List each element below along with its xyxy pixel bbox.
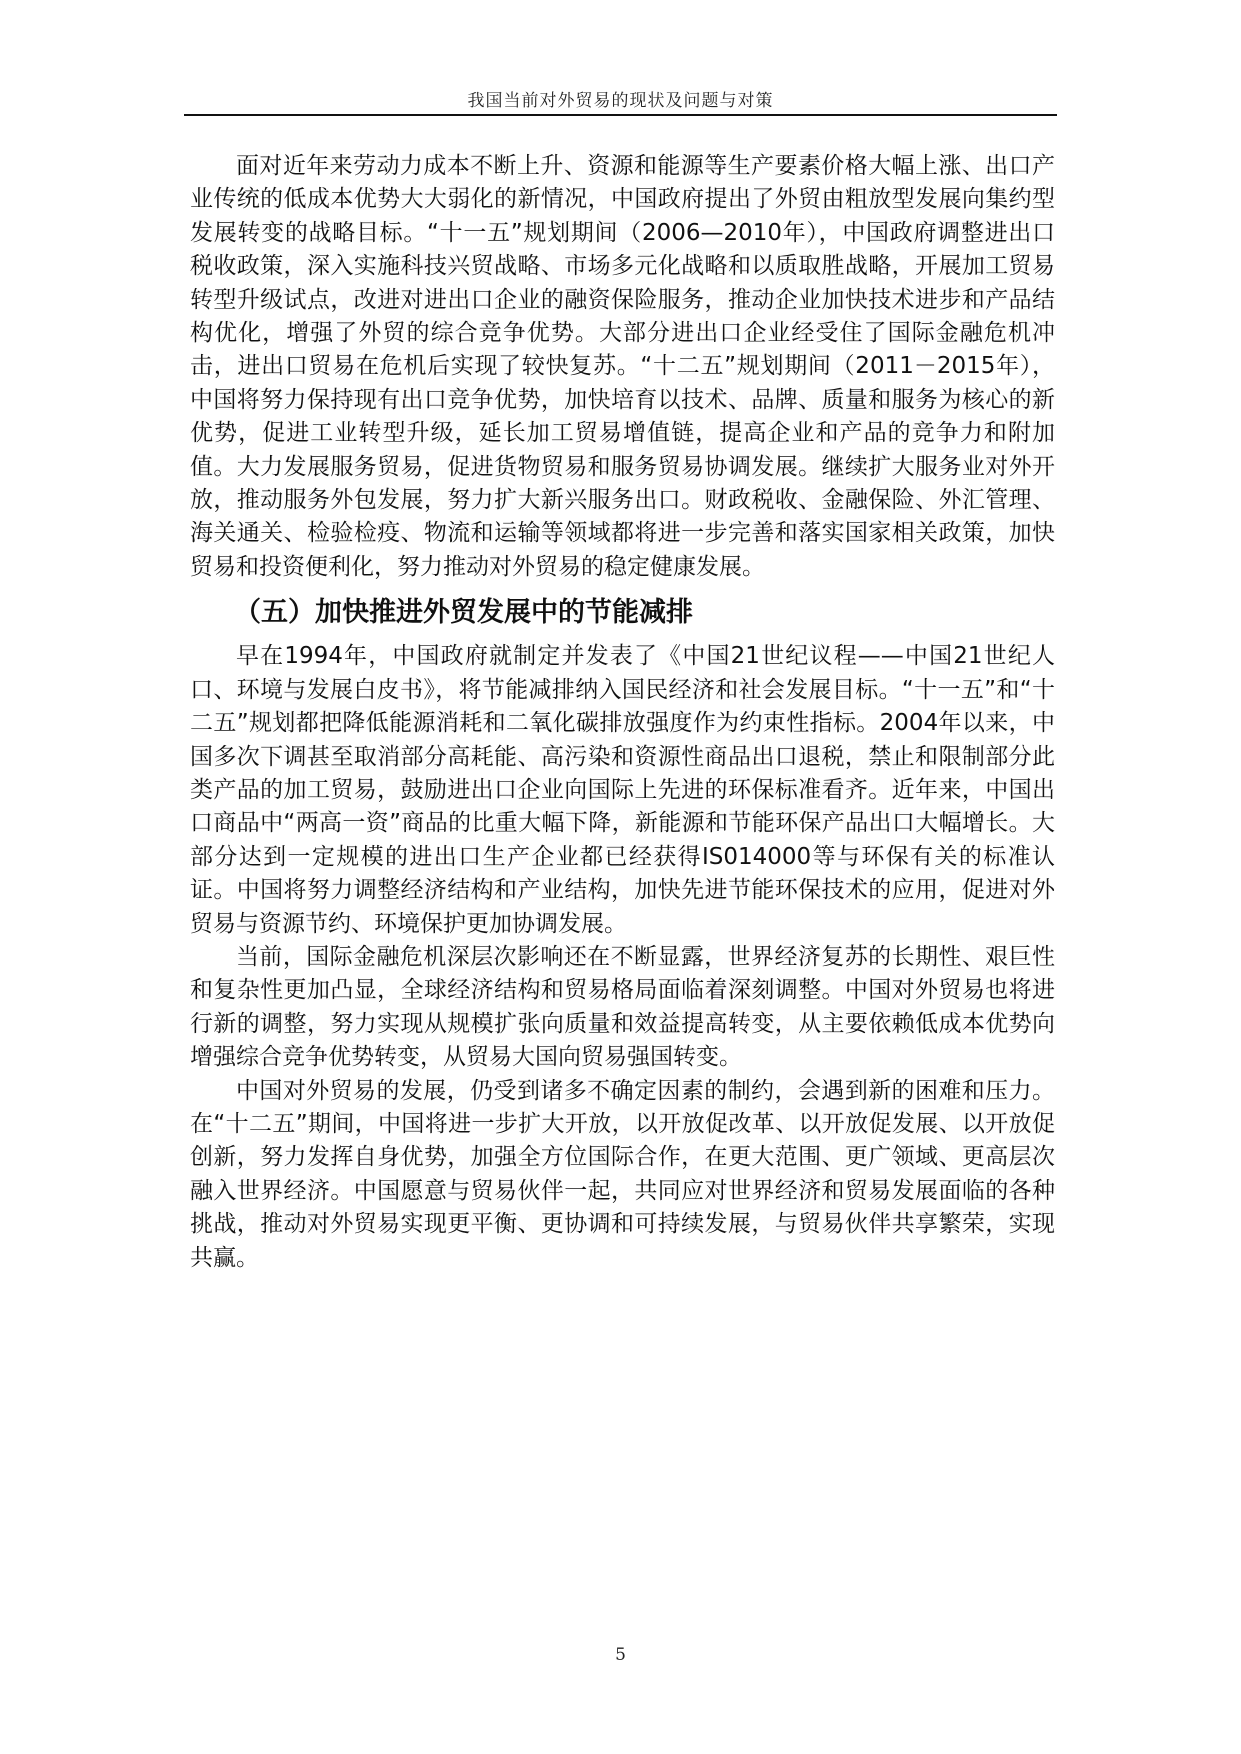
document-body — [190, 150, 1055, 1275]
paragraph: 中国对外贸易的发展，仍受到诸多不确定因素的制约，会遇到新的困难和压力。在“十二五”期间，中国将进一步扩大开放，以开放促改革、以开放促发展、以开放促创新，努力发挥自身优势，加强全方位国际合作，在更大范围、更广领域、更高层次融入世界经济。中国愿意与贸易伙伴一起，共同应对世界经济和贸易发展面临的各种挑战，推动对外贸易实现更平衡、更协调和可持续发展，与贸易伙伴共享繁荣，实现共赢。 — [190, 1077, 1055, 1271]
paragraph: 早在1994年，中国政府就制定并发表了《中国21世纪议程——中国21世纪人口、环境与发展白皮书》，将节能减排纳入国民经济和社会发展目标。“十一五”和“十二五”规划都把降低能源消耗和二氧化碳排放强度作为约束性指标。2004年以来，中国多次下调甚至取消部分高耗能、高污染和资源性商品出口退税，禁止和限制部分此类产品的加工贸易，鼓励进出口企业向国际上先进的环保标准看齐。近年来，中国出口商品中“两高一资”商品的比重大幅下降，新能源和节能环保产品出口大幅增长。大部分达到一定规模的进出口生产企业都已经获得IS014000等与环保有关的标准认证。中国将努力调整经济结构和产业结构，加快先进节能环保技术的应用，促进对外贸易与资源节约、环境保护更加协调发展。 — [190, 643, 1055, 937]
header-divider — [184, 114, 1057, 116]
paragraph: 面对近年来劳动力成本不断上升、资源和能源等生产要素价格大幅上涨、出口产业传统的低成本优势大大弱化的新情况，中国政府提出了外贸由粗放型发展向集约型发展转变的战略目标。“十一五”规划期间（2006—2010年），中国政府调整进出口税收政策，深入实施科技兴贸战略、市场多元化战略和以质取胜战略，开展加工贸易转型升级试点，改进对进出口企业的融资保险服务，推动企业加快技术进步和产品结构优化，增强了外贸的综合竞争优势。大部分进出口企业经受住了国际金融危机冲击，进出口贸易在危机后实现了较快复苏。“十二五”规划期间（2011－2015年），中国将努力保持现有出口竞争优势，加快培育以技术、品牌、质量和服务为核心的新优势，促进工业转型升级，延长加工贸易增值链，提高企业和产品的竞争力和附加值。大力发展服务贸易，促进货物贸易和服务贸易协调发展。继续扩大服务业对外开放，推动服务外包发展，努力扩大新兴服务出口。财政税收、金融保险、外汇管理、海关通关、检验检疫、物流和运输等领域都将进一步完善和落实国家相关政策，加快贸易和投资便利化，努力推动对外贸易的稳定健康发展。 — [190, 153, 1055, 580]
section-heading: （五）加快推进外贸发展中的节能减排 — [234, 597, 693, 629]
running-header-title: 我国当前对外贸易的现状及问题与对策 — [467, 91, 774, 111]
page-number: 5 — [615, 1645, 626, 1665]
paragraph: 当前，国际金融危机深层次影响还在不断显露，世界经济复苏的长期性、艰巨性和复杂性更加凸显，全球经济结构和贸易格局面临着深刻调整。中国对外贸易也将进行新的调整，努力实现从规模扩张向质量和效益提高转变，从主要依赖低成本优势向增强综合竞争优势转变，从贸易大国向贸易强国转变。 — [190, 943, 1055, 1071]
